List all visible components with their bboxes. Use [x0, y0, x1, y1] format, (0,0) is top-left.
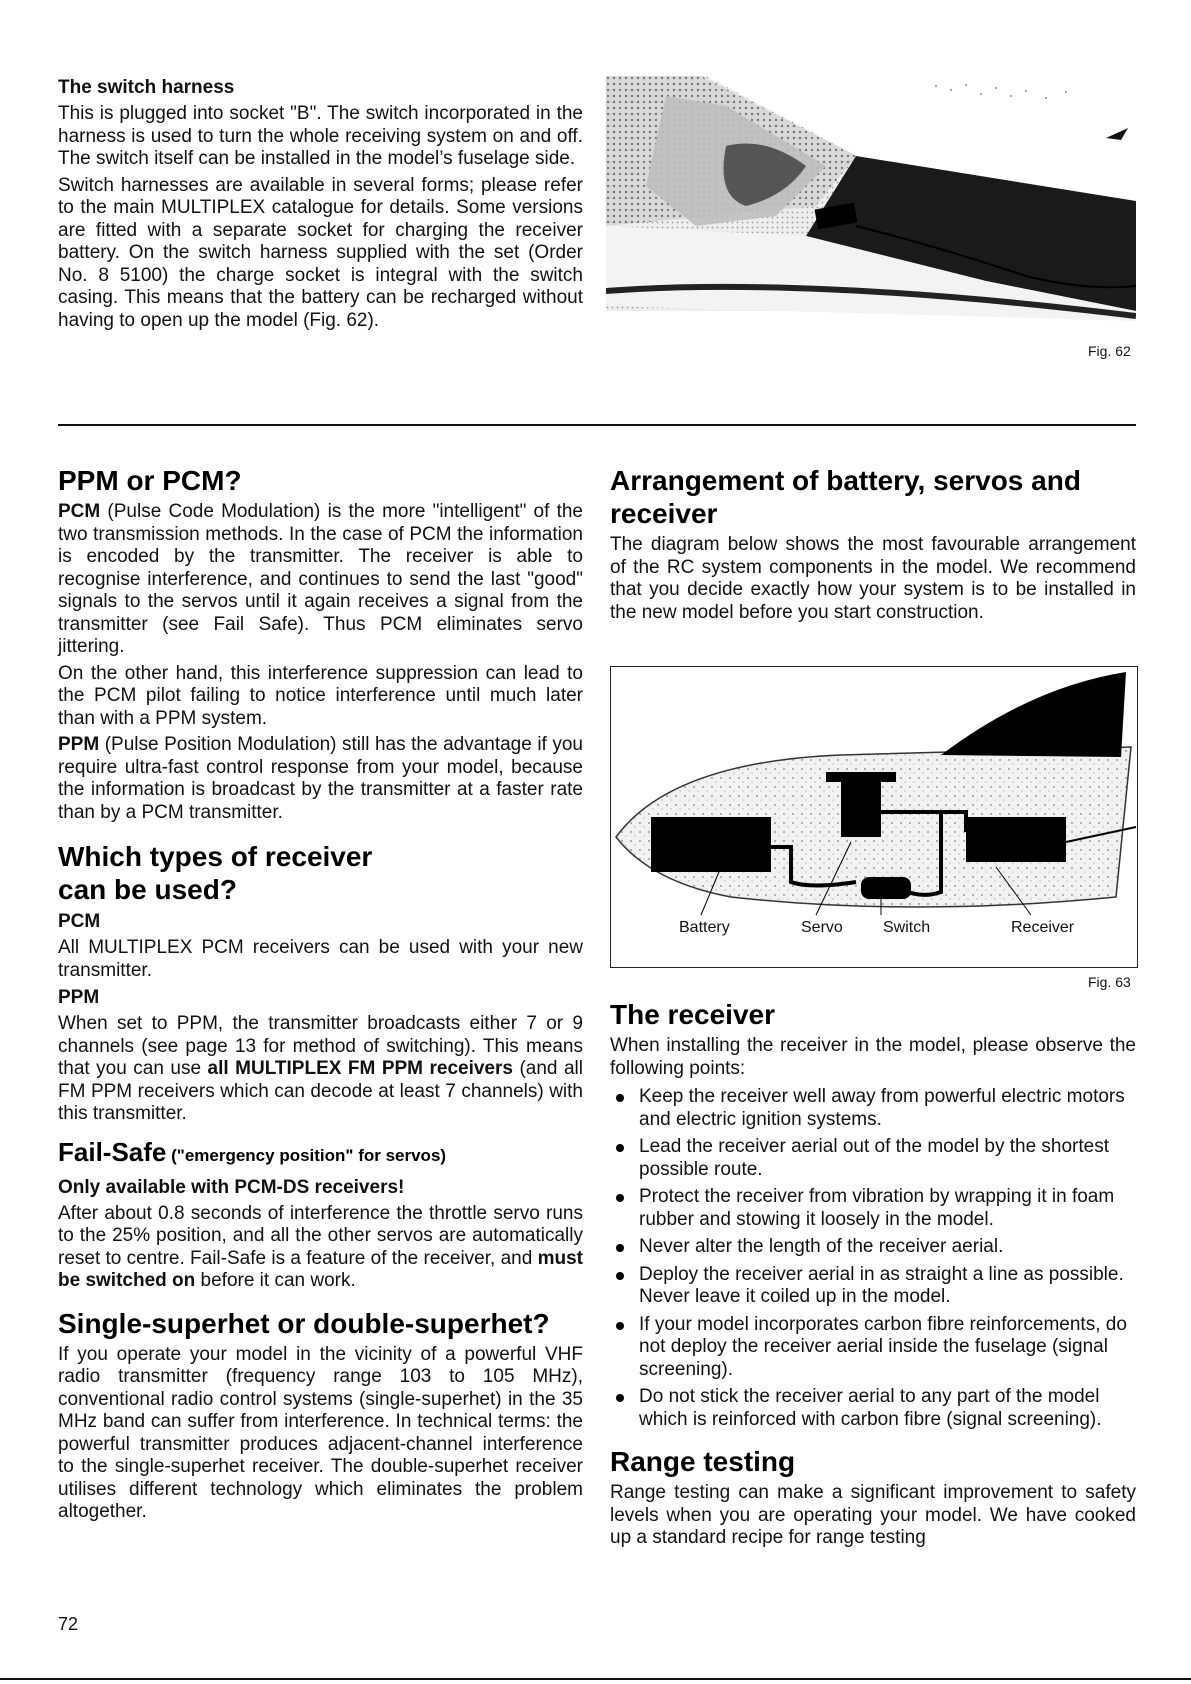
switch-block: [861, 877, 911, 899]
fig62-caption: Fig. 62: [1088, 343, 1131, 359]
battery-block: [651, 817, 771, 872]
rc-components-diagram: [610, 666, 1138, 968]
failsafe-text-b: before it can work.: [195, 1270, 356, 1291]
switch-harness-photo: [606, 76, 1136, 336]
ppm-description: (Pulse Position Modulation) still has the advantage if you require ultra-fast control response from your model, because the information is broadcast by the transmitter at a faster rate than by a PCM transmitter.: [58, 734, 583, 823]
ppm-pcm-paragraph-3: [58, 734, 583, 824]
receiver-types-pcm-text: All MULTIPLEX PCM receivers can be used with your new transmitter.: [58, 937, 583, 981]
failsafe-text-bold: must be switched on: [58, 1247, 583, 1291]
receiver-section: [610, 998, 1136, 1554]
receiver-types-ppm-text: [58, 1013, 583, 1126]
arrangement-heading: [610, 464, 1136, 530]
superhet-text: If you operate your model in the vicinity of a powerful VHF radio transmitter (frequency range 103 to 105 MHz), conventional radio control systems (single-superhet) in the 35 MHz band can suffer from interference. In technical terms: the powerful transmitter produces adjacent-channel interference to the single-superhet receiver. The double-superhet receiver utilises different technology which eliminates the problem altogether.: [58, 1343, 583, 1522]
diagram-label-battery: Battery: [679, 919, 730, 936]
receiver-types-ppm-label: PPM: [58, 987, 100, 1008]
diagram-label-receiver: Receiver: [1011, 919, 1075, 936]
receiver-types-heading: [58, 840, 583, 906]
failsafe-note: Only available with PCM-DS receivers!: [58, 1176, 405, 1198]
arrangement-heading-line1: Arrangement of battery, servos and: [610, 465, 1081, 496]
page-bottom-rule: [0, 1678, 1191, 1680]
ppm-text-part-a: When set to PPM, the transmitter broadcasts either 7 or 9 channels (see page 13 for method of switching). This means that you can use: [58, 1013, 583, 1079]
diagram-label-servo: Servo: [801, 919, 843, 936]
receiver-heading: The receiver: [610, 999, 775, 1030]
arrangement-heading-line2: receiver: [610, 498, 718, 529]
ppm-text-bold: all MULTIPLEX FM PPM receivers: [207, 1058, 513, 1079]
failsafe-heading-sub: ("emergency position" for servos): [166, 1145, 447, 1165]
list-item: Protect the receiver from vibration by wrapping it in foam rubber and stowing it loosely in the model.: [610, 1186, 1136, 1231]
arrangement-text: The diagram below shows the most favourable arrangement of the RC system components in the model. We recommend that you decide exactly how your system is to be installed in the new model before you start construction.: [610, 534, 1136, 623]
fuselage-photo-illustration: [606, 76, 1136, 336]
failsafe-heading-main: Fail-Safe: [58, 1136, 167, 1167]
switch-harness-paragraph-2: Switch harnesses are available in several forms; please refer to the main MULTIPLEX catalogue for details. Some versions are fitted with a separate socket for charging the receiver battery. On the switch harness supplied with the set (Order No. 8 5100) the charge socket is integral with the switch casing. This means that the battery can be recharged without having to open up the model (Fig. 62).: [58, 174, 583, 331]
left-column: [58, 464, 583, 1528]
list-item: Do not stick the receiver aerial to any part of the model which is reinforced with carbon fibre (signal screening).: [610, 1386, 1136, 1431]
failsafe-heading: [58, 1136, 583, 1172]
fig63-caption: Fig. 63: [1088, 974, 1131, 990]
list-item: Lead the receiver aerial out of the model by the shortest possible route.: [610, 1136, 1136, 1181]
failsafe-text: [58, 1203, 583, 1293]
switch-harness-heading: The switch harness: [58, 77, 235, 98]
failsafe-text-a: After about 0.8 seconds of interference the throttle servo runs to the 25% position, and all the other servos are automatically reset to centre. Fail-Safe is a feature of the receiver, and: [58, 1202, 583, 1269]
diagram-label-switch: Switch: [883, 919, 931, 936]
receiver-types-heading-line1: Which types of receiver: [58, 841, 373, 872]
switch-harness-paragraph-1: This is plugged into socket "B". The switch incorporated in the harness is used to turn the whole receiving system on and off. The switch itself can be installed in the model’s fuselage side.: [58, 103, 583, 169]
section-divider: [58, 424, 1136, 426]
pcm-term: PCM: [58, 501, 101, 522]
receiver-types-pcm-label: PCM: [58, 911, 101, 932]
receiver-types-heading-line2: can be used?: [58, 874, 237, 905]
list-item: Never alter the length of the receiver aerial.: [610, 1236, 1136, 1259]
ppm-pcm-paragraph-2: On the other hand, this interference suppression can lead to the PCM pilot failing to notice interference until much later than with a PPM system.: [58, 662, 583, 729]
range-testing-text: Range testing can make a significant improvement to safety levels when you are operating your model. We have cooked up a standard recipe for range testing: [610, 1482, 1136, 1548]
list-item: If your model incorporates carbon fibre reinforcements, do not deploy the receiver aerial inside the fuselage (signal screening).: [610, 1314, 1136, 1382]
range-testing-heading: Range testing: [610, 1446, 796, 1477]
switch-harness-section: [58, 76, 583, 336]
page-number: 72: [58, 1614, 79, 1634]
list-item: Deploy the receiver aerial in as straight a line as possible. Never leave it coiled up in the model.: [610, 1264, 1136, 1309]
receiver-guidelines-list: [610, 1086, 1136, 1431]
servo-block: [841, 777, 881, 837]
list-item: Keep the receiver well away from powerful electric motors and electric ignition systems.: [610, 1086, 1136, 1131]
receiver-block: [966, 817, 1066, 862]
ppm-term: PPM: [58, 734, 100, 755]
superhet-heading: Single-superhet or double-superhet?: [58, 1307, 550, 1339]
pcm-description: (Pulse Code Modulation) is the more "intelligent" of the two transmission methods. In the case of PCM the information is encoded by the transmitter. The receiver is able to recognise interference, and continues to send the last "good" signals to the servos until it again receives a signal from the transmitter (see Fail Safe). Thus PCM eliminates servo jittering.: [58, 501, 583, 657]
receiver-intro: When installing the receiver in the model, please observe the following points:: [610, 1035, 1136, 1079]
ppm-pcm-paragraph-1: [58, 501, 583, 659]
ppm-text-part-b: (and all FM PPM receivers which can decode at least 7 channels) with this transmitter.: [58, 1058, 583, 1124]
arrangement-section: [610, 464, 1136, 628]
ppm-pcm-heading: PPM or PCM?: [58, 465, 242, 496]
